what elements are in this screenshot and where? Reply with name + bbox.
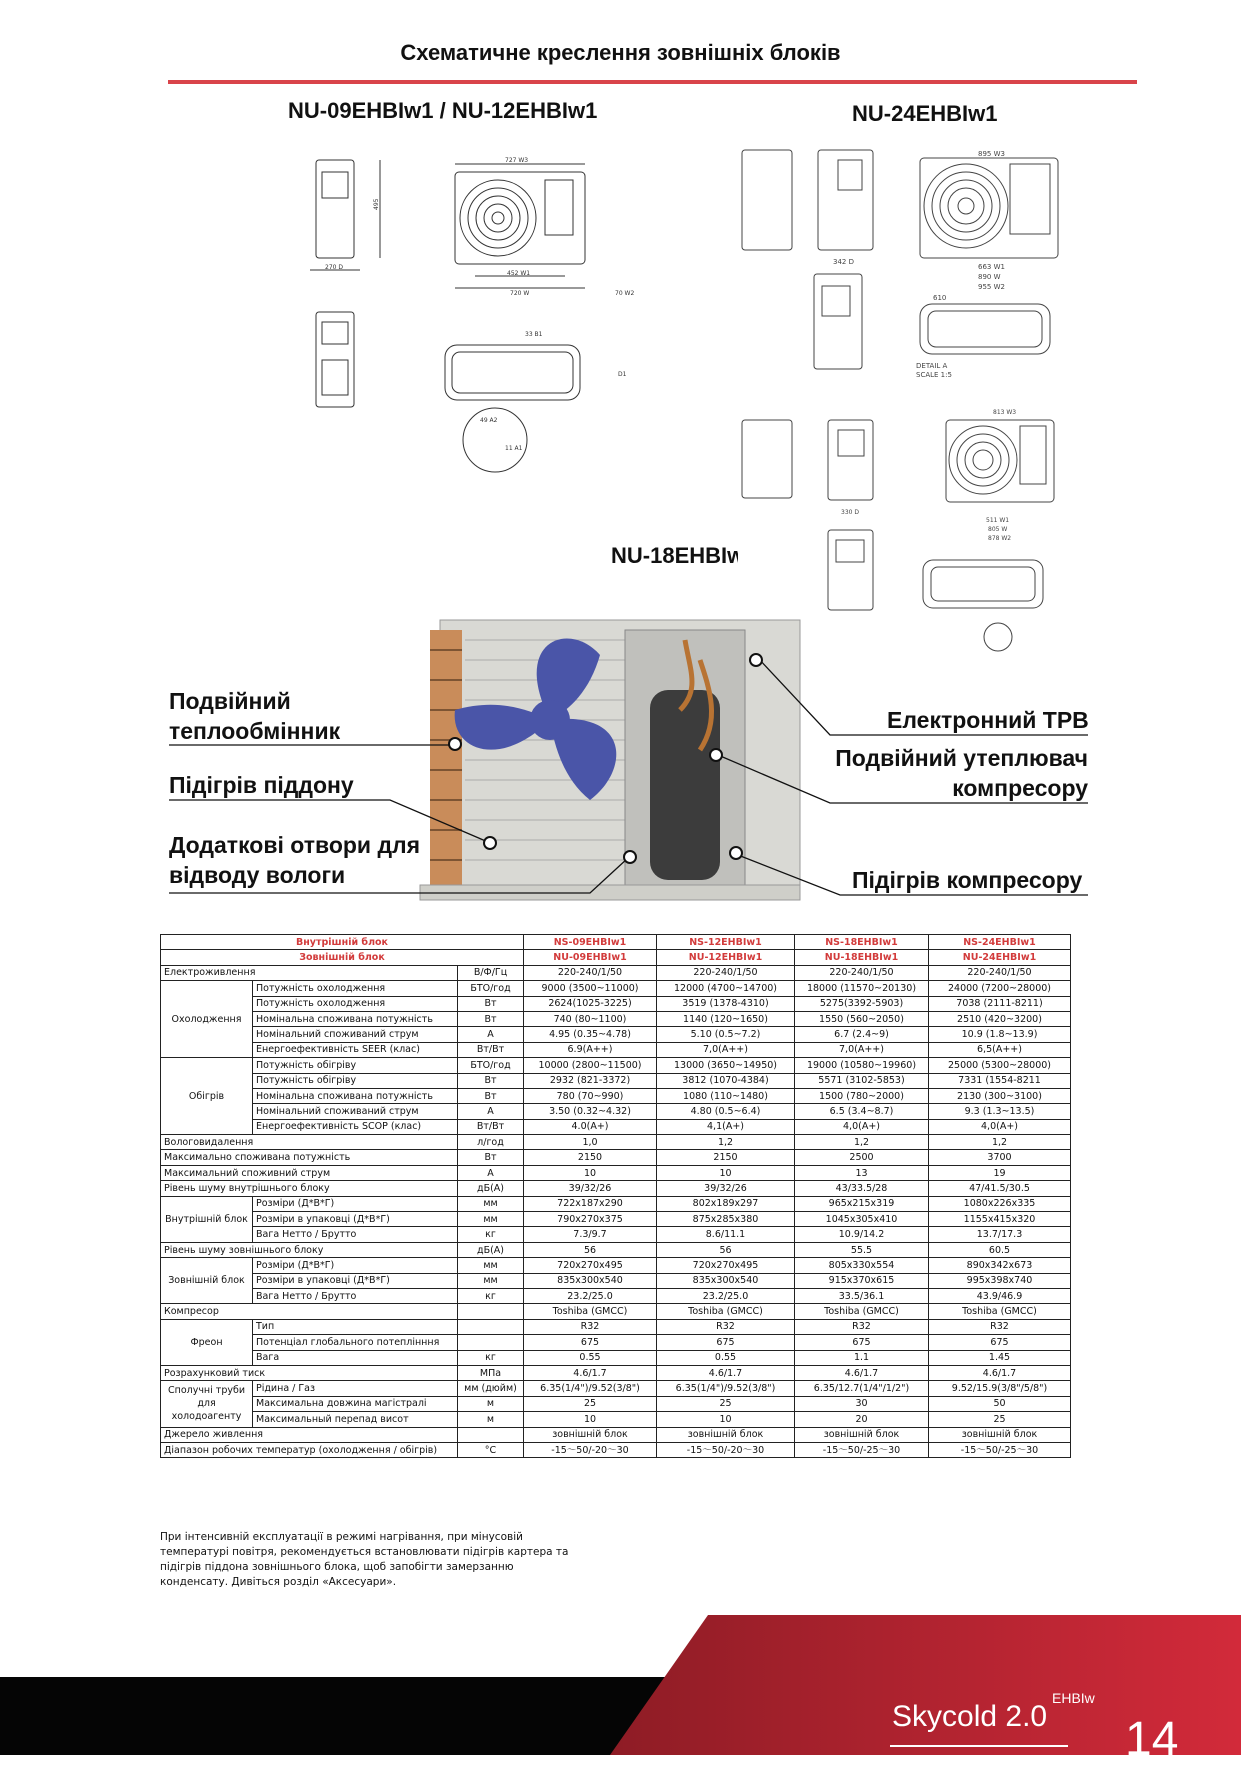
row-value: 55.5	[795, 1242, 929, 1257]
table-header-cell: NS-24EHBIw1	[929, 935, 1071, 950]
row-value: 39/32/26	[524, 1181, 657, 1196]
table-header-label: Зовнішній блок	[161, 950, 524, 965]
row-unit: л/год	[458, 1135, 524, 1150]
row-value: 790x270x375	[524, 1212, 657, 1227]
row-value: 7,0(A++)	[657, 1042, 795, 1057]
row-value: 1,2	[795, 1135, 929, 1150]
r-dim-610-label: 610	[933, 294, 947, 302]
row-label: Потужність охолодження	[253, 981, 458, 996]
detail-a2-label: 49 A2	[480, 417, 498, 424]
m-dim-w2-label: 878 W2	[988, 535, 1012, 542]
row-label: Розміри в упаковці (Д*В*Г)	[253, 1212, 458, 1227]
row-value: 2500	[795, 1150, 929, 1165]
row-value: 24000 (7200~28000)	[929, 981, 1071, 996]
callout-drain-holes: Додаткові отвори для відводу вологи	[169, 832, 421, 888]
row-value: 10	[524, 1412, 657, 1427]
marker-compressor-heater	[730, 847, 742, 859]
row-unit: БТО/год	[458, 1058, 524, 1073]
row-unit: А	[458, 1027, 524, 1042]
table-row	[161, 1227, 1071, 1242]
row-value: 965x215x319	[795, 1196, 929, 1211]
row-value: 4,0(A+)	[795, 1119, 929, 1134]
row-value: 10	[657, 1165, 795, 1180]
row-unit: кг	[458, 1227, 524, 1242]
table-header-cell: NS-12EHBIw1	[657, 935, 795, 950]
row-unit: Вт/Вт	[458, 1119, 524, 1134]
row-value: зовнішній блок	[929, 1427, 1071, 1442]
table-header-cell: NU-18EHBIw1	[795, 950, 929, 965]
row-value: 10	[524, 1165, 657, 1180]
row-value: 1.45	[929, 1350, 1071, 1365]
row-value: 7331 (1554-8211	[929, 1073, 1071, 1088]
row-label: Максимальний споживний струм	[161, 1165, 458, 1180]
r-dim-d-label: 342 D	[833, 258, 854, 266]
row-value: 1140 (120~1650)	[657, 1011, 795, 1026]
table-row	[161, 981, 1071, 996]
row-value: 4,0(A+)	[929, 1119, 1071, 1134]
table-header-row	[161, 950, 1071, 965]
callout-compressor-insulation: Подвійний утеплювач компресору	[835, 745, 1088, 801]
row-value: R32	[795, 1319, 929, 1334]
row-label: Номінальна споживана потужність	[253, 1088, 458, 1103]
row-value: 7.3/9.7	[524, 1227, 657, 1242]
row-value: зовнішній блок	[657, 1427, 795, 1442]
table-header-row	[161, 935, 1071, 950]
row-label: Рівень шуму зовнішнього блоку	[161, 1242, 458, 1257]
model-label-18: NU-18EHBIw1	[611, 543, 757, 568]
row-value: 12000 (4700~14700)	[657, 981, 795, 996]
row-value: R32	[524, 1319, 657, 1334]
row-value: 2150	[524, 1150, 657, 1165]
row-unit: Вт	[458, 1150, 524, 1165]
table-header-cell: NS-09EHBIw1	[524, 935, 657, 950]
row-value: 23.2/25.0	[657, 1288, 795, 1303]
table-row	[161, 1319, 1071, 1334]
row-value: 5275(3392-5903)	[795, 996, 929, 1011]
row-group-label: Фреон	[161, 1319, 253, 1365]
row-unit: А	[458, 1165, 524, 1180]
row-value: 19000 (10580~19960)	[795, 1058, 929, 1073]
row-unit: дБ(А)	[458, 1242, 524, 1257]
table-row	[161, 1011, 1071, 1026]
row-value: 1155x415x320	[929, 1212, 1071, 1227]
row-value: 56	[657, 1242, 795, 1257]
table-row	[161, 1073, 1071, 1088]
row-value: 25	[657, 1396, 795, 1411]
specification-table	[160, 934, 1071, 1458]
m-dim-w-label: 805 W	[988, 526, 1008, 533]
row-unit: Вт	[458, 1073, 524, 1088]
row-value: 19	[929, 1165, 1071, 1180]
row-value: -15～50/-25～30	[795, 1442, 929, 1457]
row-value: 4.95 (0.35~4.78)	[524, 1027, 657, 1042]
row-label: Вага Нетто / Брутто	[253, 1227, 458, 1242]
row-unit: мм	[458, 1212, 524, 1227]
row-unit: м	[458, 1396, 524, 1411]
table-row	[161, 1288, 1071, 1303]
row-value: 25000 (5300~28000)	[929, 1058, 1071, 1073]
table-row	[161, 1258, 1071, 1273]
row-value: 23.2/25.0	[524, 1288, 657, 1303]
row-label: Рідина / Газ	[253, 1381, 458, 1396]
m-dim-d-label: 330 D	[841, 509, 859, 516]
row-value: R32	[929, 1319, 1071, 1334]
table-row	[161, 1088, 1071, 1103]
row-unit	[458, 1304, 524, 1319]
row-value: 10000 (2800~11500)	[524, 1058, 657, 1073]
usage-note: При інтенсивній експлуатації в режимі нагрівання, при мінусовій температурі повітря, рекомендується встановлювати підігрів картера та підігрів піддона зовнішнього блока, щоб запобігти замерзанню конденсату. Дивіться розділ «Аксесуари».	[160, 1531, 569, 1588]
r-scale-label: SCALE 1:5	[916, 371, 952, 379]
row-unit: Вт	[458, 1088, 524, 1103]
table-row	[161, 1412, 1071, 1427]
row-value: 1045x305x410	[795, 1212, 929, 1227]
row-value: 43.9/46.9	[929, 1288, 1071, 1303]
row-unit: Вт	[458, 1011, 524, 1026]
row-value: 2150	[657, 1150, 795, 1165]
row-value: 2130 (300~3100)	[929, 1088, 1071, 1103]
row-label: Енергоефективність SCOP (клас)	[253, 1119, 458, 1134]
row-value: 1,0	[524, 1135, 657, 1150]
row-value: 675	[795, 1335, 929, 1350]
row-value: 4.80 (0.5~6.4)	[657, 1104, 795, 1119]
row-value: 39/32/26	[657, 1181, 795, 1196]
row-value: 5.10 (0.5~7.2)	[657, 1027, 795, 1042]
callout-pan-heater: Підігрів піддону	[169, 772, 354, 798]
row-value: 4.6/1.7	[795, 1365, 929, 1380]
row-value: 4.6/1.7	[657, 1365, 795, 1380]
row-value: 25	[524, 1396, 657, 1411]
table-header-cell: NS-18EHBIw1	[795, 935, 929, 950]
row-value: 9.3 (1.3~13.5)	[929, 1104, 1071, 1119]
row-value: 805x330x554	[795, 1258, 929, 1273]
m-dim-w1-label: 511 W1	[986, 517, 1010, 524]
row-value: 6.5 (3.4~8.7)	[795, 1104, 929, 1119]
row-label: Номінальний споживаний струм	[253, 1104, 458, 1119]
row-group-label: Охолодження	[161, 981, 253, 1058]
row-value: 3519 (1378-4310)	[657, 996, 795, 1011]
table-header-cell: NU-12EHBIw1	[657, 950, 795, 965]
row-value: 13000 (3650~14950)	[657, 1058, 795, 1073]
row-value: 2510 (420~3200)	[929, 1011, 1071, 1026]
row-unit: мм	[458, 1196, 524, 1211]
row-label: Рівень шуму внутрішнього блоку	[161, 1181, 458, 1196]
row-value: 60.5	[929, 1242, 1071, 1257]
row-value: 6,5(A++)	[929, 1042, 1071, 1057]
row-value: 4,1(A+)	[657, 1119, 795, 1134]
brand-suffix: EHBIw	[1052, 1690, 1095, 1706]
row-value: 720x270x495	[524, 1258, 657, 1273]
row-unit: Вт	[458, 996, 524, 1011]
page-title: Схематичне креслення зовнішніх блоків	[400, 40, 841, 65]
table-row	[161, 1335, 1071, 1350]
row-value: 1550 (560~2050)	[795, 1011, 929, 1026]
callout-compressor-heater: Підігрів компресору	[852, 867, 1083, 893]
row-value: Toshiba (GMCC)	[524, 1304, 657, 1319]
table-row	[161, 1442, 1071, 1457]
row-group-label: Сполучні труби для холодоагенту	[161, 1381, 253, 1427]
marker-pan-heater	[484, 837, 496, 849]
dim-w1-label: 452 W1	[507, 270, 531, 277]
table-row	[161, 1381, 1071, 1396]
row-value: R32	[657, 1319, 795, 1334]
row-value: Toshiba (GMCC)	[657, 1304, 795, 1319]
table-row	[161, 1042, 1071, 1057]
row-label: Максимальна довжина магістралі	[253, 1396, 458, 1411]
row-value: 220-240/1/50	[524, 965, 657, 980]
row-value: 1080x226x335	[929, 1196, 1071, 1211]
table-row	[161, 1196, 1071, 1211]
callout-electronic-valve: Електронний ТРВ	[887, 707, 1089, 733]
row-label: Компресор	[161, 1304, 458, 1319]
row-label: Вага	[253, 1350, 458, 1365]
row-value: 6.35(1/4")/9.52(3/8")	[524, 1381, 657, 1396]
row-label: Номінальна споживана потужність	[253, 1011, 458, 1026]
row-value: 4.0(A+)	[524, 1119, 657, 1134]
table-row	[161, 1396, 1071, 1411]
r-dim-w1-label: 663 W1	[978, 263, 1005, 271]
row-unit: мм	[458, 1258, 524, 1273]
row-unit	[458, 1335, 524, 1350]
row-label: Максимально споживана потужність	[161, 1150, 458, 1165]
row-value: 9.52/15.9(3/8"/5/8")	[929, 1381, 1071, 1396]
table-row	[161, 1304, 1071, 1319]
row-unit	[458, 1427, 524, 1442]
table-row	[161, 1135, 1071, 1150]
row-label: Розрахунковий тиск	[161, 1365, 458, 1380]
row-label: Потужність обігріву	[253, 1073, 458, 1088]
row-value: 7038 (2111-8211)	[929, 996, 1071, 1011]
row-label: Вага Нетто / Брутто	[253, 1288, 458, 1303]
row-value: 30	[795, 1396, 929, 1411]
table-row	[161, 1212, 1071, 1227]
row-value: 25	[929, 1412, 1071, 1427]
row-label: Потужність обігріву	[253, 1058, 458, 1073]
marker-electronic-valve	[750, 654, 762, 666]
row-value: 2624(1025-3225)	[524, 996, 657, 1011]
row-value: 875x285x380	[657, 1212, 795, 1227]
row-group-label: Зовнішній блок	[161, 1258, 253, 1304]
row-value: 10.9 (1.8~13.9)	[929, 1027, 1071, 1042]
table-row	[161, 965, 1071, 980]
table-row	[161, 1365, 1071, 1380]
row-value: 1080 (110~1480)	[657, 1088, 795, 1103]
row-value: 3700	[929, 1150, 1071, 1165]
row-unit: кг	[458, 1350, 524, 1365]
row-label: Енергоефективність SEER (клас)	[253, 1042, 458, 1057]
dim-d-label: 270 D	[325, 264, 343, 271]
table-row	[161, 1150, 1071, 1165]
row-label: Розміри (Д*В*Г)	[253, 1258, 458, 1273]
row-unit: °C	[458, 1442, 524, 1457]
row-value: 1,2	[929, 1135, 1071, 1150]
row-value: 722x187x290	[524, 1196, 657, 1211]
table-row	[161, 1350, 1071, 1365]
callout-double-heat-exchanger: Подвійний теплообмінник	[169, 688, 341, 744]
brand-name: Skycold 2.0	[892, 1700, 1048, 1733]
table-row	[161, 1181, 1071, 1196]
r-dim-w3-label: 895 W3	[978, 150, 1005, 158]
row-unit: БТО/год	[458, 981, 524, 996]
m-dim-w3-label: 813 W3	[993, 409, 1017, 416]
row-label: Діапазон робочих температур (охолодження / обігрів)	[161, 1442, 458, 1457]
table-row	[161, 1273, 1071, 1288]
row-value: 995x398x740	[929, 1273, 1071, 1288]
brand-underline	[890, 1745, 1068, 1747]
table-row	[161, 1427, 1071, 1442]
row-value: 33.5/36.1	[795, 1288, 929, 1303]
row-value: 18000 (11570~20130)	[795, 981, 929, 996]
row-value: 2932 (821-3372)	[524, 1073, 657, 1088]
row-value: 740 (80~1100)	[524, 1011, 657, 1026]
row-group-label: Обігрів	[161, 1058, 253, 1135]
row-value: 6.7 (2.4~9)	[795, 1027, 929, 1042]
row-value: 0.55	[657, 1350, 795, 1365]
row-value: 835x300x540	[524, 1273, 657, 1288]
row-value: -15～50/-20～30	[657, 1442, 795, 1457]
row-label: Електроживлення	[161, 965, 458, 980]
row-value: 50	[929, 1396, 1071, 1411]
page-number: 14	[1125, 1713, 1179, 1766]
marker-drain-holes	[624, 851, 636, 863]
marker-heat-exchanger	[449, 738, 461, 750]
table-row	[161, 1242, 1071, 1257]
row-value: 720x270x495	[657, 1258, 795, 1273]
row-value: -15～50/-20～30	[524, 1442, 657, 1457]
row-value: 9000 (3500~11000)	[524, 981, 657, 996]
row-unit: дБ(А)	[458, 1181, 524, 1196]
table-row	[161, 996, 1071, 1011]
row-unit: Вт/Вт	[458, 1042, 524, 1057]
row-value: 835x300x540	[657, 1273, 795, 1288]
model-label-09-12: NU-09EHBIw1 / NU-12EHBIw1	[288, 98, 598, 123]
row-value: 5571 (3102-5853)	[795, 1073, 929, 1088]
footer-subtitle: ТЕХНІЧНІ ХАРАКТЕРИСТИКИ	[884, 1767, 1060, 1781]
table-row	[161, 1119, 1071, 1134]
row-value: зовнішній блок	[795, 1427, 929, 1442]
table-header-cell: NU-09EHBIw1	[524, 950, 657, 965]
row-value: 47/41.5/30.5	[929, 1181, 1071, 1196]
row-unit: В/Ф/Гц	[458, 965, 524, 980]
table-header-cell: NU-24EHBIw1	[929, 950, 1071, 965]
row-value: 4.6/1.7	[524, 1365, 657, 1380]
row-label: Потенціал глобального потеплінння	[253, 1335, 458, 1350]
r-detail-a-label: DETAIL A	[916, 362, 948, 370]
model-label-24: NU-24EHBIw1	[852, 101, 998, 126]
row-value: 675	[929, 1335, 1071, 1350]
row-value: 7,0(A++)	[795, 1042, 929, 1057]
row-value: 220-240/1/50	[795, 965, 929, 980]
row-value: 675	[524, 1335, 657, 1350]
row-label: Джерело живлення	[161, 1427, 458, 1442]
row-label: Вологовидалення	[161, 1135, 458, 1150]
row-value: 780 (70~990)	[524, 1088, 657, 1103]
row-label: Максимальный перепад висот	[253, 1412, 458, 1427]
table-row	[161, 1165, 1071, 1180]
footer-red-wedge	[0, 1615, 1241, 1755]
dim-w2-label: 70 W2	[615, 290, 635, 297]
row-value: 20	[795, 1412, 929, 1427]
row-label: Розміри (Д*В*Г)	[253, 1196, 458, 1211]
marker-compressor-insulation	[710, 749, 722, 761]
row-value: 10	[657, 1412, 795, 1427]
row-value: 220-240/1/50	[657, 965, 795, 980]
row-value: 802x189x297	[657, 1196, 795, 1211]
row-label: Потужність охолодження	[253, 996, 458, 1011]
table-row	[161, 1104, 1071, 1119]
row-label: Розміри в упаковці (Д*В*Г)	[253, 1273, 458, 1288]
r-dim-w2-label: 955 W2	[978, 283, 1005, 291]
table-row	[161, 1027, 1071, 1042]
row-value: Toshiba (GMCC)	[795, 1304, 929, 1319]
row-value: 56	[524, 1242, 657, 1257]
row-label: Номінальний споживаний струм	[253, 1027, 458, 1042]
row-value: 220-240/1/50	[929, 965, 1071, 980]
row-value: 43/33.5/28	[795, 1181, 929, 1196]
row-value: 0.55	[524, 1350, 657, 1365]
row-unit: мм (дюйм)	[458, 1381, 524, 1396]
row-value: 10.9/14.2	[795, 1227, 929, 1242]
dim-w3-label: 727 W3	[505, 157, 529, 164]
row-value: 915x370x615	[795, 1273, 929, 1288]
table-header-label: Внутрішній блок	[161, 935, 524, 950]
table-row	[161, 1058, 1071, 1073]
row-value: 890x342x673	[929, 1258, 1071, 1273]
row-value: 13.7/17.3	[929, 1227, 1071, 1242]
row-value: 3.50 (0.32~4.32)	[524, 1104, 657, 1119]
row-unit: мм	[458, 1273, 524, 1288]
r-dim-w-label: 890 W	[978, 273, 1001, 281]
row-unit: м	[458, 1412, 524, 1427]
row-value: 4.6/1.7	[929, 1365, 1071, 1380]
row-value: 8.6/11.1	[657, 1227, 795, 1242]
row-label: Тип	[253, 1319, 458, 1334]
row-value: 1500 (780~2000)	[795, 1088, 929, 1103]
row-value: 6.9(A++)	[524, 1042, 657, 1057]
row-value: -15～50/-25～30	[929, 1442, 1071, 1457]
dim-d1-label: D1	[618, 371, 627, 378]
dim-b1-label: 33 B1	[525, 331, 543, 338]
row-unit: А	[458, 1104, 524, 1119]
row-value: 1.1	[795, 1350, 929, 1365]
row-value: 3812 (1070-4384)	[657, 1073, 795, 1088]
row-value: 675	[657, 1335, 795, 1350]
row-unit: кг	[458, 1288, 524, 1303]
row-value: 13	[795, 1165, 929, 1180]
row-group-label: Внутрішній блок	[161, 1196, 253, 1242]
detail-a1-label: 11 A1	[505, 445, 523, 452]
dim-w-label: 720 W	[510, 290, 530, 297]
row-value: зовнішній блок	[524, 1427, 657, 1442]
row-unit: МПа	[458, 1365, 524, 1380]
row-value: Toshiba (GMCC)	[929, 1304, 1071, 1319]
row-value: 1,2	[657, 1135, 795, 1150]
dim-h-label: 495	[373, 198, 380, 210]
row-unit	[458, 1319, 524, 1334]
row-value: 6.35/12.7(1/4"/1/2")	[795, 1381, 929, 1396]
row-value: 6.35(1/4")/9.52(3/8")	[657, 1381, 795, 1396]
